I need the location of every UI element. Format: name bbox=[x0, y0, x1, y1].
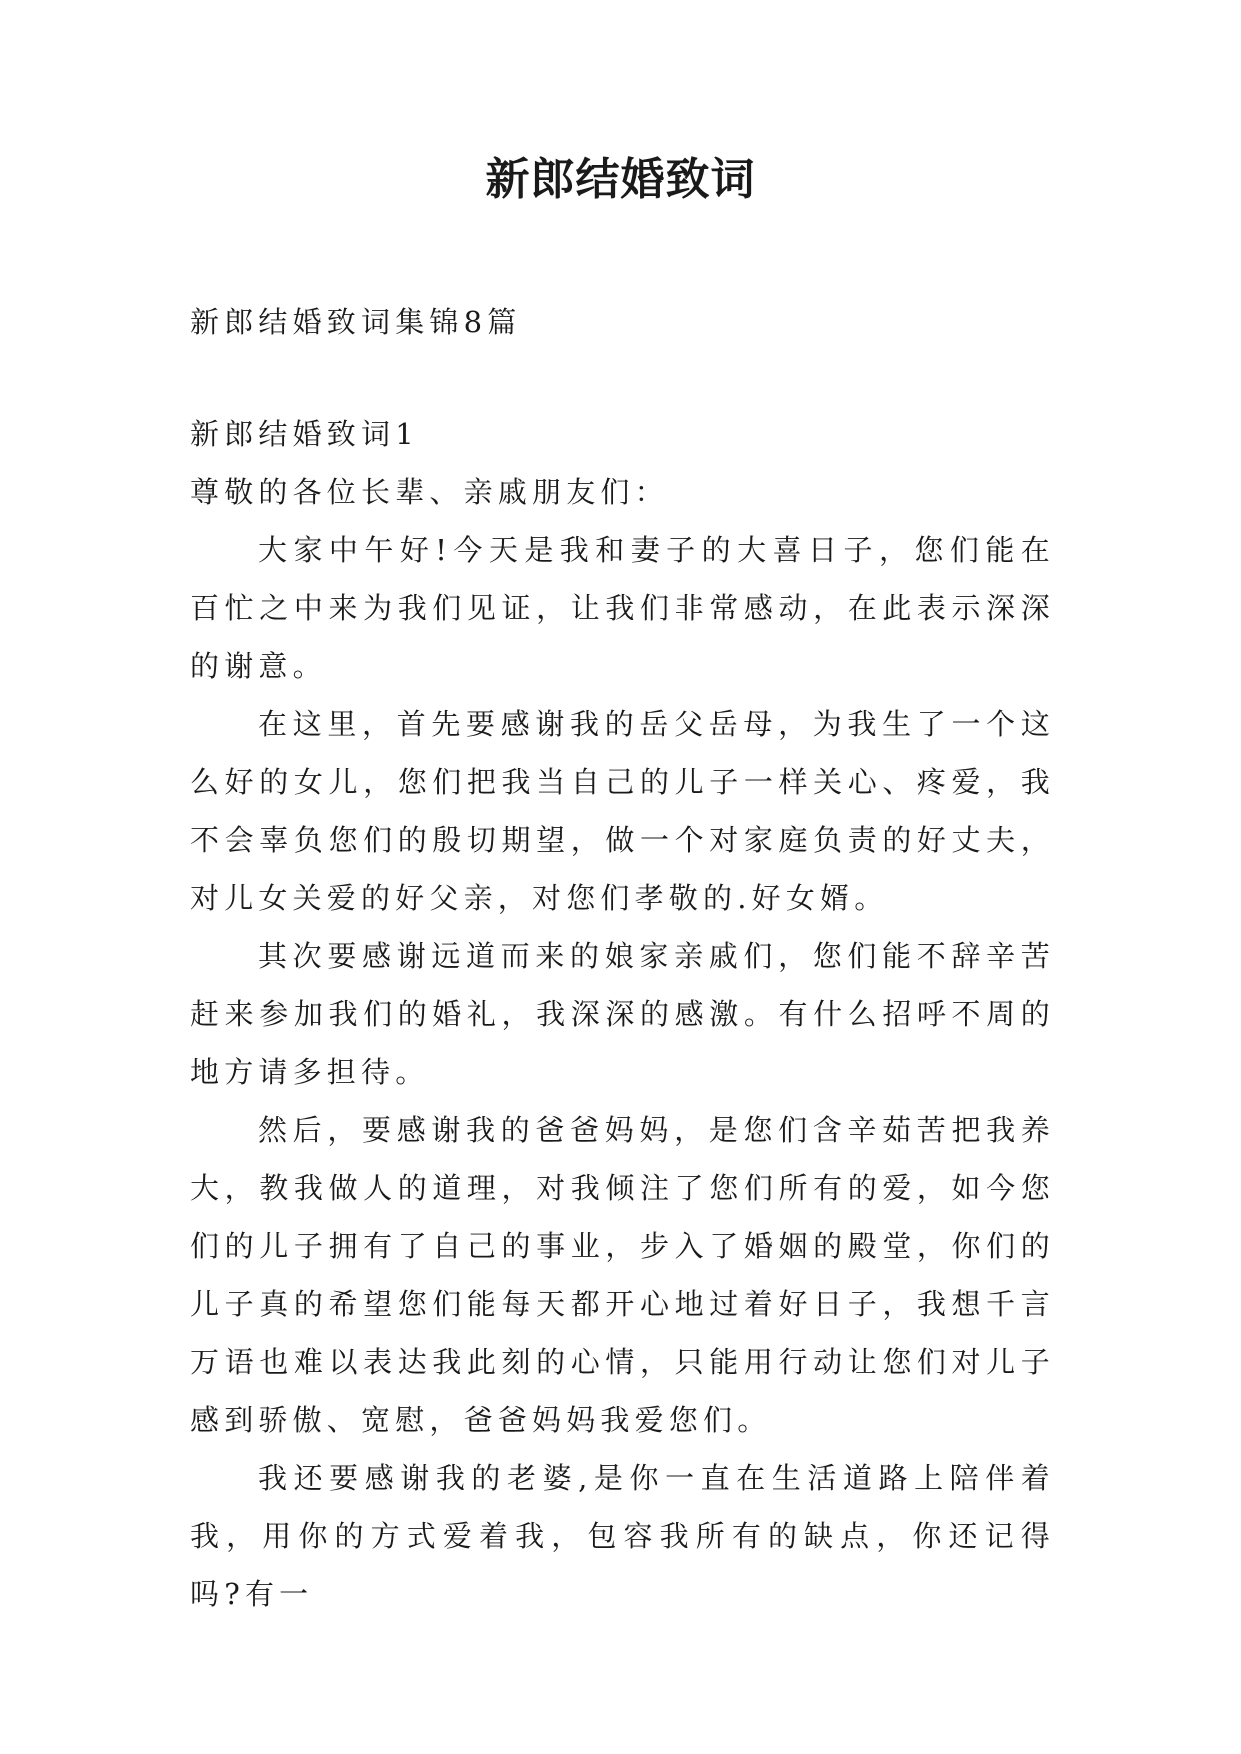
paragraph: 我还要感谢我的老婆,是你一直在生活道路上陪伴着我，用你的方式爱着我，包容我所有的缺点，你还记得吗?有一 bbox=[190, 1461, 1055, 1611]
paragraph: 然后，要感谢我的爸爸妈妈，是您们含辛茹苦把我养大，教我做人的道理，对我倾注了您们所有的爱，如今您们的儿子拥有了自己的事业，步入了婚姻的殿堂，你们的儿子真的希望您们能每天都开心地过着好日子，我想千言万语也难以表达我此刻的心情，只能用行动让您们对儿子感到骄傲、宽慰，爸爸妈妈我爱您们。 bbox=[190, 1113, 1055, 1437]
paragraph: 在这里，首先要感谢我的岳父岳母，为我生了一个这么好的女儿，您们把我当自己的儿子一样关心、疼爱，我不会辜负您们的殷切期望，做一个对家庭负责的好丈夫，对儿女关爱的好父亲，对您们孝敬的.好女婿。 bbox=[190, 707, 1055, 915]
paragraph: 大家中午好!今天是我和妻子的大喜日子，您们能在百忙之中来为我们见证，让我们非常感动，在此表示深深的谢意。 bbox=[190, 533, 1055, 683]
section-heading: 新郎结婚致词1 bbox=[190, 417, 419, 451]
document-title: 新郎结婚致词 bbox=[485, 154, 756, 205]
document-subtitle: 新郎结婚致词集锦8篇 bbox=[190, 305, 522, 339]
document-body bbox=[190, 293, 1055, 1623]
paragraph: 其次要感谢远道而来的娘家亲戚们，您们能不辞辛苦赶来参加我们的婚礼，我深深的感激。有什么招呼不周的地方请多担待。 bbox=[190, 939, 1055, 1089]
salutation: 尊敬的各位长辈、亲戚朋友们： bbox=[190, 475, 669, 509]
